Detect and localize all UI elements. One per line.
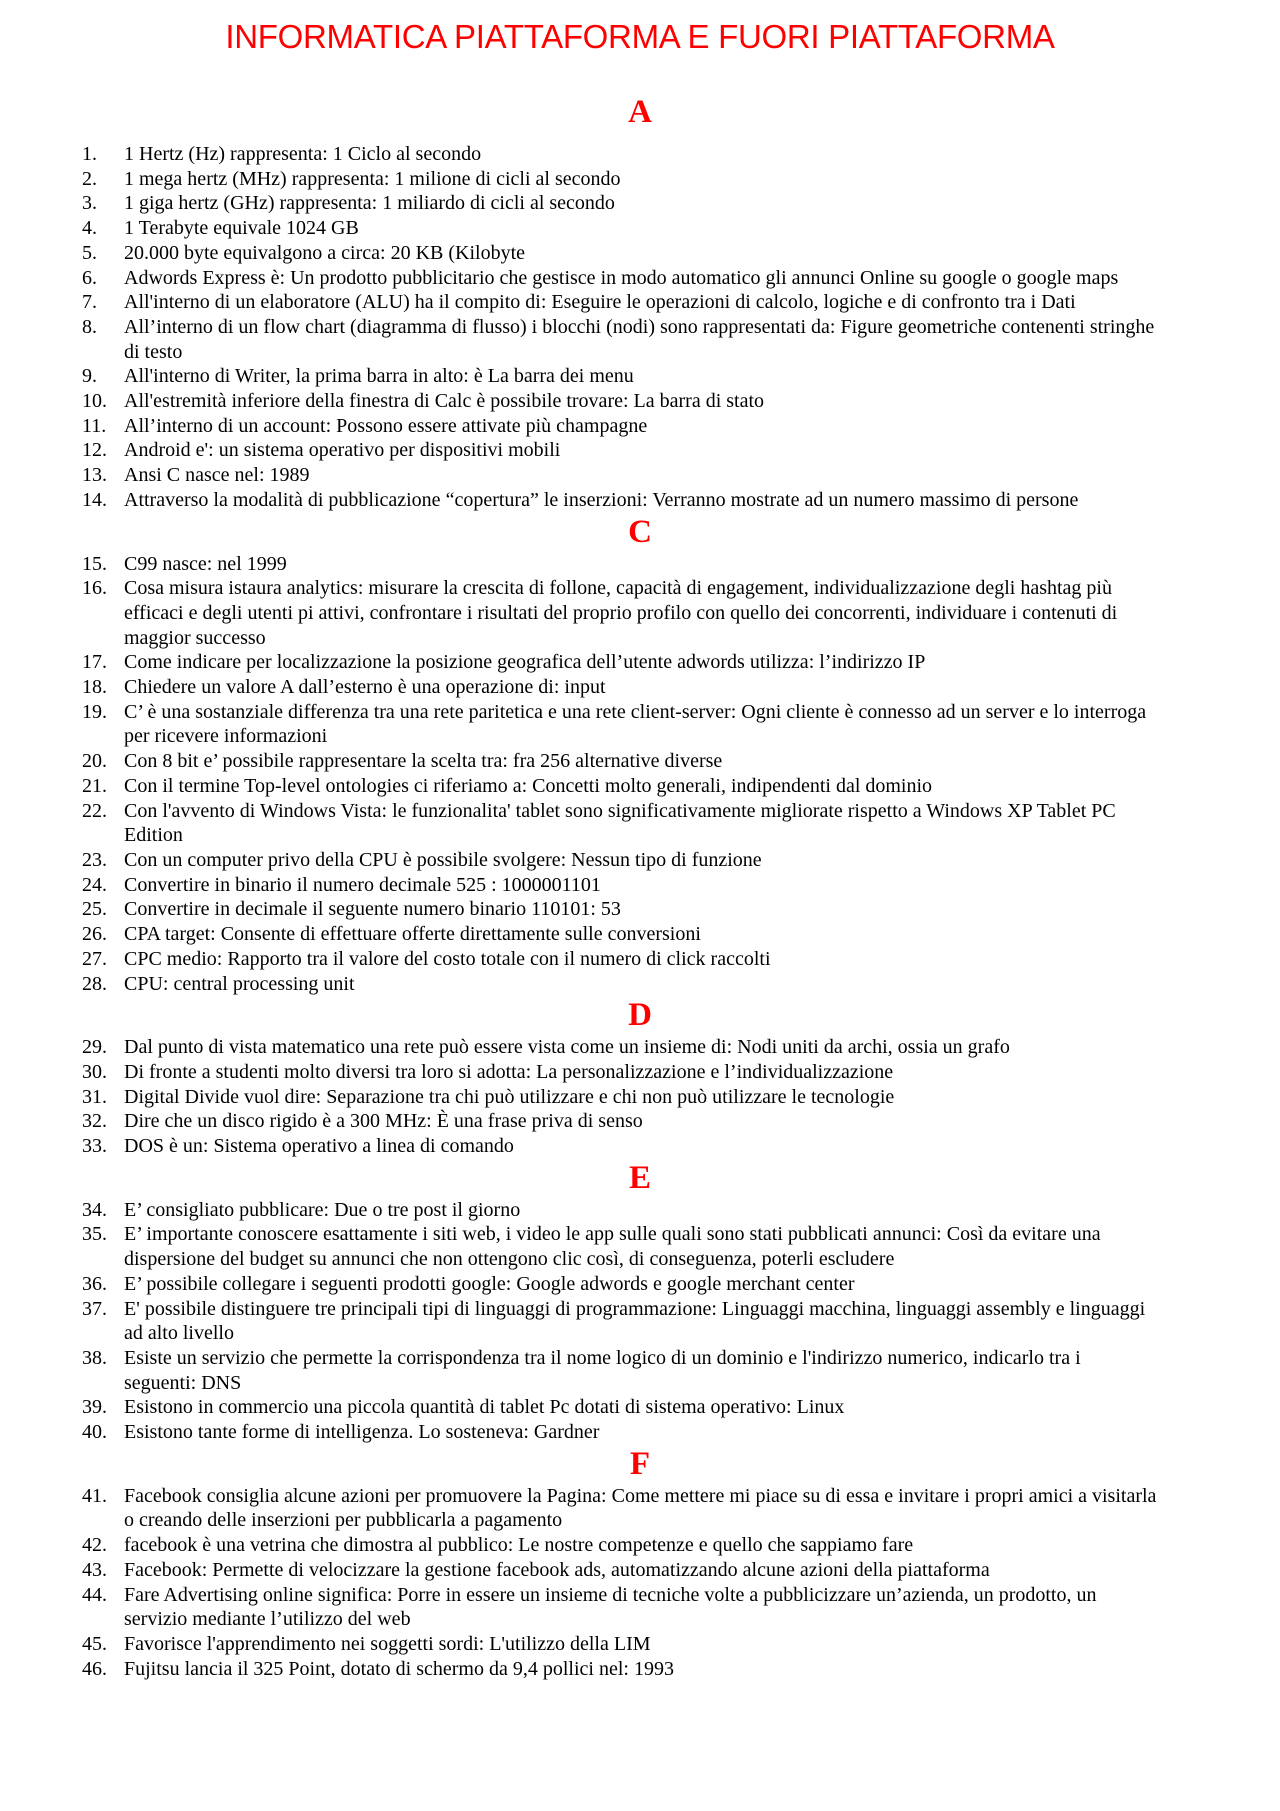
list-item [0,315,1280,364]
item-number: 36. [82,1272,107,1295]
item-text [124,364,1238,389]
item-number: 22. [82,799,107,822]
item-text [124,1272,1238,1297]
item-number: 18. [82,676,107,699]
list-item [0,241,1280,266]
item-text [124,576,1238,650]
item-number: 33. [82,1135,107,1158]
item-text [124,290,1238,315]
item-text-line: di testo [124,340,183,363]
item-text [124,1558,1238,1583]
section-heading-d: D [628,997,652,1034]
item-text [124,1085,1238,1110]
list-item [0,576,1280,650]
item-text [124,1060,1238,1085]
item-number: 37. [82,1297,107,1320]
item-number: 27. [82,947,107,970]
item-text-line: Facebook consiglia alcune azioni per promuovere la Pagina: Come mettere mi piace su di essa e invitare i propri amici a visitarla [124,1484,1157,1507]
item-number: 13. [82,464,107,487]
item-text [124,1420,1238,1445]
item-number: 41. [82,1484,107,1507]
item-text [124,216,1238,241]
section-heading-c: C [628,513,652,550]
item-number: 11. [82,414,107,437]
item-text-line: Favorisce l'apprendimento nei soggetti sordi: L'utilizzo della LIM [124,1632,651,1655]
list-item [0,216,1280,241]
item-text-line: CPU: central processing unit [124,972,355,995]
item-text-line: 20.000 byte equivalgono a circa: 20 KB (Kilobyte [124,241,526,264]
list-item [0,1346,1280,1395]
item-text [124,1134,1238,1159]
item-number: 15. [82,552,107,575]
item-text-line: 1 mega hertz (MHz) rappresenta: 1 milione di cicli al secondo [124,167,621,190]
item-text [124,1297,1238,1346]
item-text [124,1632,1238,1657]
item-text-line: Esistono tante forme di intelligenza. Lo sosteneva: Gardner [124,1421,600,1444]
item-text [124,1198,1238,1223]
list-item [0,290,1280,315]
list-item [0,191,1280,216]
list-item [0,1109,1280,1134]
item-number: 25. [82,898,107,921]
item-text-line: Convertire in binario il numero decimale 525 : 1000001101 [124,873,601,896]
list-item [0,947,1280,972]
list-item [0,1657,1280,1682]
item-text-line: Con l'avvento di Windows Vista: le funzionalita' tablet sono significativamente migliorate rispetto a Windows XP Tablet PC [124,799,1116,822]
list-item [0,552,1280,577]
list-item [0,922,1280,947]
item-text-line: 1 giga hertz (GHz) rappresenta: 1 miliardo di cicli al secondo [124,192,615,215]
item-text-line: Dal punto di vista matematico una rete può essere vista come un insieme di: Nodi uniti da archi, ossia un grafo [124,1036,1010,1059]
item-text-line: seguenti: DNS [124,1371,242,1394]
item-number: 32. [82,1110,107,1133]
item-text-line: 1 Terabyte equivale 1024 GB [124,217,359,240]
item-text-line: Con il termine Top-level ontologies ci riferiamo a: Concetti molto generali, indipendenti dal dominio [124,774,933,797]
item-text-line: C99 nasce: nel 1999 [124,552,287,575]
list-item [0,142,1280,167]
item-text-line: E’ importante conoscere esattamente i siti web, i video le app sulle quali sono stati pubblicati annunci: Così da evitare una [124,1223,1101,1246]
list-item [0,463,1280,488]
item-text-line: maggior successo [124,626,266,649]
item-number: 30. [82,1060,107,1083]
item-number: 38. [82,1346,107,1369]
item-text-line: Con 8 bit e’ possibile rappresentare la scelta tra: fra 256 alternative diverse [124,750,723,773]
item-text [124,1035,1238,1060]
list-item [0,488,1280,513]
item-number: 28. [82,972,107,995]
item-number: 10. [82,390,107,413]
item-text-line: ad alto livello [124,1322,234,1345]
item-number: 3. [82,192,97,215]
list-item [0,1533,1280,1558]
item-text-line: Come indicare per localizzazione la posizione geografica dell’utente adwords utilizza: l’indirizzo IP [124,651,926,674]
item-text-line: Cosa misura istaura analytics: misurare la crescita di follone, capacità di engagement, individualizzazione degli hashtag più [124,577,1112,600]
list-item [0,1583,1280,1632]
item-text [124,266,1238,291]
list-item [0,1222,1280,1271]
item-text [124,1533,1238,1558]
item-text-line: Digital Divide vuol dire: Separazione tra chi può utilizzare e chi non può utilizzare le tecnologie [124,1085,895,1108]
item-text-line: DOS è un: Sistema operativo a linea di comando [124,1135,514,1158]
item-text-line: Android e': un sistema operativo per dispositivi mobili [124,439,561,462]
item-text [124,922,1238,947]
item-number: 26. [82,923,107,946]
item-text-line: efficaci e degli utenti pi attivi, confrontare i risultati del proprio profilo con quello dei concorrenti, individuare i contenuti di [124,601,1118,624]
list-item [0,774,1280,799]
item-number: 16. [82,577,107,600]
item-text-line: CPC medio: Rapporto tra il valore del costo totale con il numero di click raccolti [124,947,771,970]
item-text-line: facebook è una vetrina che dimostra al pubblico: Le nostre competenze e quello che sappiamo fare [124,1534,914,1557]
item-number: 6. [82,266,97,289]
item-number: 17. [82,651,107,674]
item-number: 4. [82,217,97,240]
item-text [124,488,1238,513]
item-text-line: Adwords Express è: Un prodotto pubblicitario che gestisce in modo automatico gli annunci Online su google o google maps [124,266,1119,289]
list-item [0,1060,1280,1085]
item-text-line: C’ è una sostanziale differenza tra una rete paritetica e una rete client-server: Ogni cliente è connesso ad un server e lo interroga [124,700,1147,723]
item-text-line: Esiste un servizio che permette la corrispondenza tra il nome logico di un dominio e l'indirizzo numerico, indicarlo tra i [124,1346,1081,1369]
item-number: 7. [82,291,97,314]
item-number: 44. [82,1583,107,1606]
list-item [0,414,1280,439]
item-number: 24. [82,873,107,896]
document-title: INFORMATICA PIATTAFORMA E FUORI PIATTAFORMA [225,18,1055,55]
item-number: 34. [82,1198,107,1221]
item-text-line: All’interno di un account: Possono essere attivate più champagne [124,414,648,437]
item-text-line: All'estremità inferiore della finestra di Calc è possibile trovare: La barra di stato [124,390,765,413]
list-item [0,438,1280,463]
item-text [124,873,1238,898]
item-text-line: E' possibile distinguere tre principali tipi di linguaggi di programmazione: Linguaggi macchina, linguaggi assembly e linguaggi [124,1297,1146,1320]
section-heading-a: A [628,94,652,130]
list-item [0,1035,1280,1060]
item-number: 12. [82,439,107,462]
list-item [0,1198,1280,1223]
list-item [0,650,1280,675]
list-item [0,266,1280,291]
item-text-line: Convertire in decimale il seguente numero binario 110101: 53 [124,898,621,921]
item-number: 21. [82,774,107,797]
item-text [124,1583,1238,1632]
item-text [124,191,1238,216]
item-text-line: All'interno di un elaboratore (ALU) ha il compito di: Eseguire le operazioni di calcolo, logiche e di confronto tra i Dati [124,291,1076,314]
list-item [0,167,1280,192]
item-text-line: Fare Advertising online significa: Porre in essere un insieme di tecniche volte a pubblicizzare un’azienda, un prodotto, un [124,1583,1097,1606]
item-text [124,414,1238,439]
item-text [124,389,1238,414]
item-number: 35. [82,1223,107,1246]
item-number: 39. [82,1396,107,1419]
list-item [0,1085,1280,1110]
list-item [0,675,1280,700]
item-text-line: CPA target: Consente di effettuare offerte direttamente sulle conversioni [124,923,701,946]
item-text-line: Ansi C nasce nel: 1989 [124,464,310,487]
item-text [124,1346,1238,1395]
item-text [124,463,1238,488]
item-text-line: Fujitsu lancia il 325 Point, dotato di schermo da 9,4 pollici nel: 1993 [124,1657,674,1680]
item-text [124,167,1238,192]
item-text [124,700,1238,749]
list-item [0,873,1280,898]
list-item [0,1297,1280,1346]
item-text [124,650,1238,675]
item-text-line: 1 Hertz (Hz) rappresenta: 1 Ciclo al secondo [124,143,482,165]
item-text [124,972,1238,997]
item-text [124,774,1238,799]
list-item [0,389,1280,414]
item-text-line: E’ possibile collegare i seguenti prodotti google: Google adwords e google merchant center [124,1272,855,1295]
item-text [124,897,1238,922]
item-text-line: Facebook: Permette di velocizzare la gestione facebook ads, automatizzando alcune azioni della piattaforma [124,1558,990,1581]
item-text [124,947,1238,972]
item-number: 19. [82,700,107,723]
item-number: 9. [82,365,97,388]
item-text-line: Dire che un disco rigido è a 300 MHz: È una frase priva di senso [124,1110,643,1133]
list-item [0,700,1280,749]
list-item [0,848,1280,873]
item-text [124,142,1238,167]
item-number: 8. [82,315,97,338]
item-number: 42. [82,1534,107,1557]
item-number: 31. [82,1085,107,1108]
item-text [124,438,1238,463]
item-text-line: Esistono in commercio una piccola quantità di tablet Pc dotati di sistema operativo: Linux [124,1396,845,1419]
item-text [124,552,1238,577]
item-number: 14. [82,488,107,511]
list-item [0,1484,1280,1533]
document-body [0,92,1280,1681]
item-text [124,1657,1238,1682]
list-item [0,897,1280,922]
item-text-line: dispersione del budget su annunci che non ottengono clic così, di conseguenza, poterli escludere [124,1248,895,1271]
item-number: 5. [82,241,97,264]
section-heading-e: E [628,1159,651,1196]
item-text [124,241,1238,266]
item-text [124,749,1238,774]
item-text [124,1109,1238,1134]
item-text-line: Attraverso la modalità di pubblicazione “copertura” le inserzioni: Verranno mostrate ad un numero massimo di persone [124,488,1079,511]
item-text [124,1222,1238,1271]
item-text [124,799,1238,848]
item-number: 1. [82,143,97,165]
item-text [124,675,1238,700]
list-item [0,1420,1280,1445]
item-text-line: Chiedere un valore A dall’esterno è una operazione di: input [124,676,606,699]
item-text-line: All’interno di un flow chart (diagramma di flusso) i blocchi (nodi) sono rappresentati da: Figure geometriche contenenti stringhe [124,315,1155,338]
list-item [0,1272,1280,1297]
item-text-line: Di fronte a studenti molto diversi tra loro si adotta: La personalizzazione e l’individualizzazione [124,1060,894,1083]
item-number: 20. [82,750,107,773]
item-text-line: per ricevere informazioni [124,725,328,748]
list-item [0,749,1280,774]
item-number: 29. [82,1036,107,1059]
item-text-line: E’ consigliato pubblicare: Due o tre post il giorno [124,1198,521,1221]
item-number: 45. [82,1632,107,1655]
list-item [0,364,1280,389]
item-text-line: Edition [124,824,183,847]
list-item [0,799,1280,848]
item-text-line: o creando delle inserzioni per pubblicarla a pagamento [124,1509,563,1532]
item-text [124,315,1238,364]
item-text-line: Con un computer privo della CPU è possibile svolgere: Nessun tipo di funzione [124,848,762,871]
item-text-line: All'interno di Writer, la prima barra in alto: è La barra dei menu [124,365,634,388]
item-text [124,1395,1238,1420]
item-text [124,1484,1238,1533]
item-number: 46. [82,1657,107,1680]
list-item [0,1134,1280,1159]
item-number: 2. [82,167,97,190]
list-item [0,1558,1280,1583]
list-item [0,1632,1280,1657]
item-text-line: servizio mediante l’utilizzo del web [124,1608,411,1631]
list-item [0,972,1280,997]
section-heading-f: F [629,1445,651,1482]
item-number: 40. [82,1421,107,1444]
item-number: 43. [82,1558,107,1581]
item-text [124,848,1238,873]
item-number: 23. [82,848,107,871]
list-item [0,1395,1280,1420]
